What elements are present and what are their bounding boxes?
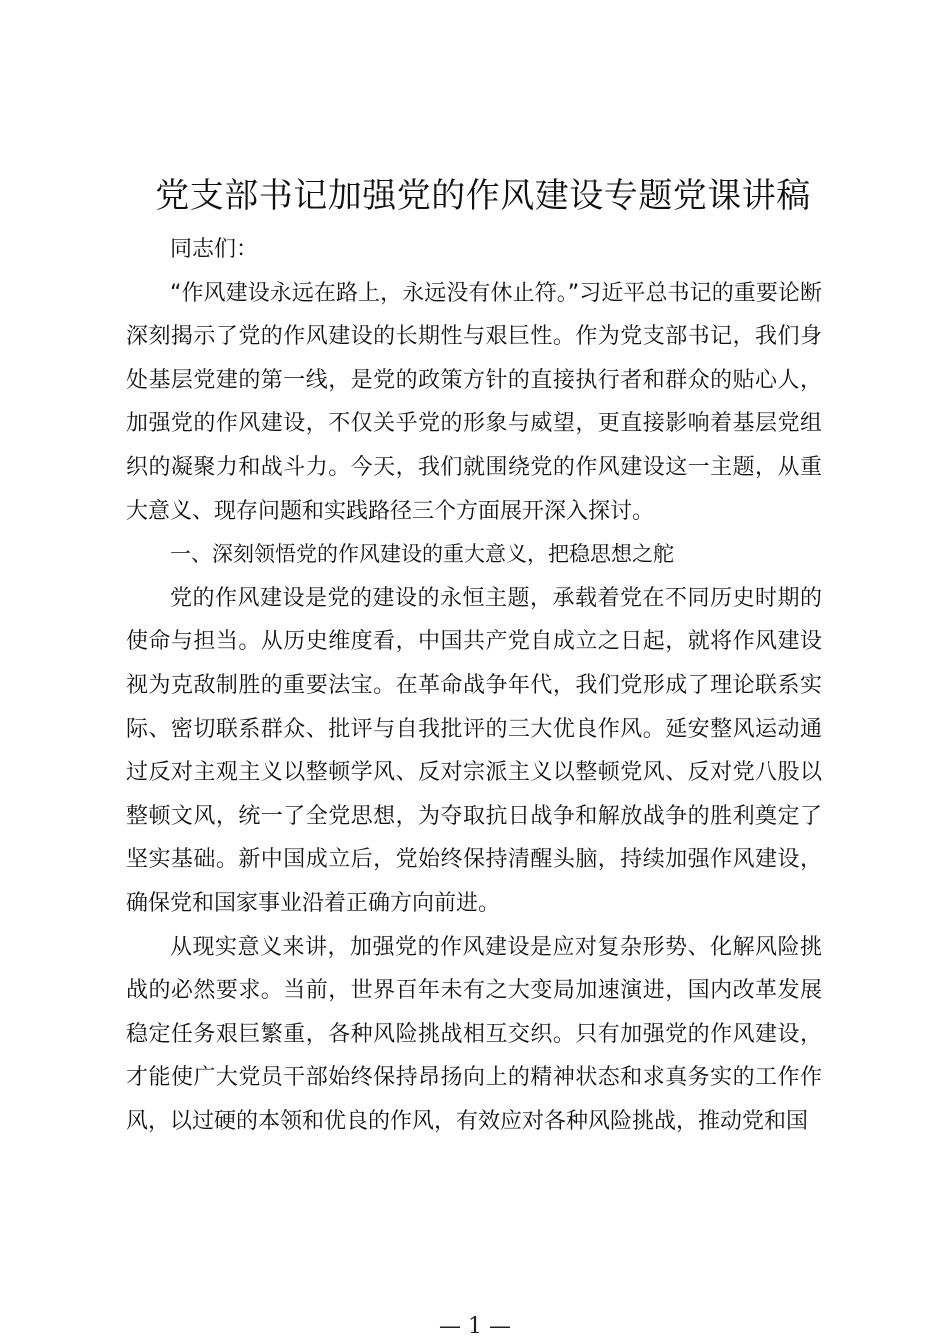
document-title: 党支部书记加强党的作风建设专题党课讲稿 xyxy=(155,176,811,216)
page-number: — 1 — xyxy=(439,1314,511,1339)
paragraph-reality: 从现实意义来讲，加强党的作风建设是应对复杂形势、化解风险挑战的必然要求。当前，世界百年未有之大变局加速演进，国内改革发展稳定任务艰巨繁重，各种风险挑战相互交织。只有加强党的作风建设，才能使广大党员干部始终保持昂扬向上的精神状态和求真务实的工作作风，以过硬的本领和优良的作风，有效应对各种风险挑战，推动党和国 xyxy=(126,934,822,1134)
paragraph-intro: “作风建设永远在路上，永远没有休止符。”习近平总书记的重要论断深刻揭示了党的作风建设的长期性与艰巨性。作为党支部书记，我们身处基层党建的第一线，是党的政策方针的直接执行者和群众的贴心人，加强党的作风建设，不仅关乎党的形象与威望，更直接影响着基层党组织的凝聚力和战斗力。今天，我们就围绕党的作风建设这一主题，从重大意义、现存问题和实践路径三个方面展开深入探讨。 xyxy=(126,280,822,524)
salutation: 同志们： xyxy=(170,237,259,262)
paragraph-history: 党的作风建设是党的建设的永恒主题，承载着党在不同历史时期的使命与担当。从历史维度看，中国共产党自成立之日起，就将作风建设视为克敌制胜的重要法宝。在革命战争年代，我们党形成了理论联系实际、密切联系群众、批评与自我批评的三大优良作风。延安整风运动通过反对主观主义以整顿学风、反对宗派主义以整顿党风、反对党八股以整顿文风，统一了全党思想，为夺取抗日战争和解放战争的胜利奠定了坚实基础。新中国成立后，党始终保持清醒头脑，持续加强作风建设，确保党和国家事业沿着正确方向前进。 xyxy=(126,585,822,916)
document-body xyxy=(126,228,822,1143)
section-heading-1: 一、深刻领悟党的作风建设的重大意义，把稳思想之舵 xyxy=(170,542,674,567)
